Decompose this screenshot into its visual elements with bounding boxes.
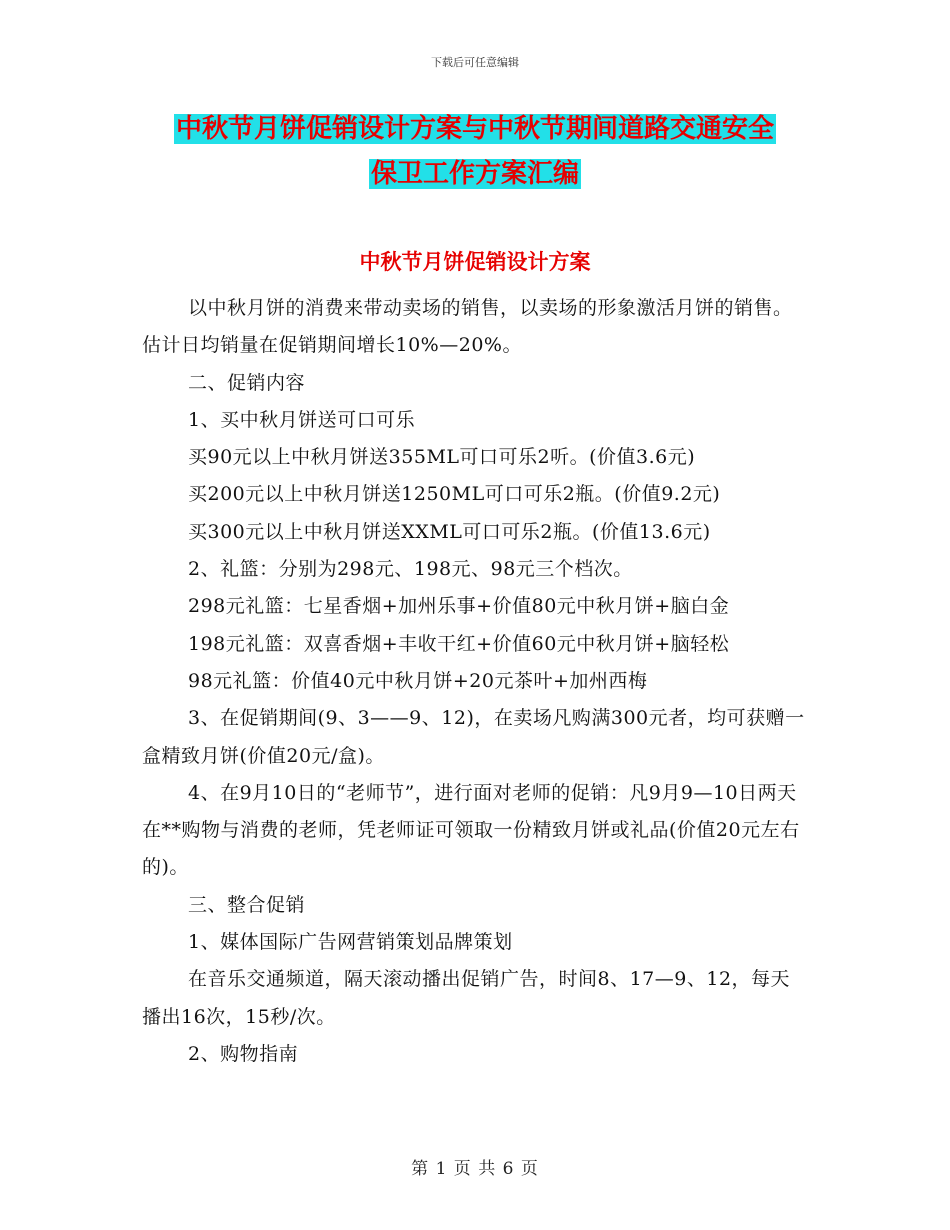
paragraph: 1、买中秋月饼送可口可乐	[188, 408, 416, 431]
header-note: 下载后可任意编辑	[431, 56, 519, 69]
paragraph: 以中秋月饼的消费来带动卖场的销售，以卖场的形象激活月饼的销售。估计日均销量在促销期间增长10%—20%。	[142, 297, 793, 357]
paragraph: 二、促销内容	[188, 371, 306, 394]
paragraph: 2、购物指南	[188, 1042, 299, 1065]
document-title-line-1	[0, 112, 950, 146]
paragraph: 1、媒体国际广告网营销策划品牌策划	[188, 931, 513, 954]
document-body	[142, 290, 808, 1073]
page-footer: 第 1 页 共 6 页	[411, 1159, 539, 1179]
paragraph: 2、礼篮：分别为298元、198元、98元三个档次。	[188, 558, 633, 581]
document-title-line-2	[0, 157, 950, 191]
paragraph: 买200元以上中秋月饼送1250ML可口可乐2瓶。(价值9.2元)	[188, 483, 721, 506]
paragraph: 3、在促销期间(9、3——9、12)，在卖场凡购满300元者，均可获赠一盒精致月饼(价值20元/盒)。	[142, 707, 805, 767]
document-title-text-2: 保卫工作方案汇编	[370, 159, 579, 189]
paragraph: 98元礼篮：价值40元中秋月饼+20元茶叶+加州西梅	[188, 669, 648, 692]
paragraph: 买300元以上中秋月饼送XXML可口可乐2瓶。(价值13.6元)	[188, 520, 711, 543]
paragraph: 4、在9月10日的“老师节”，进行面对老师的促销：凡9月9—10日两天在**购物与消费的老师，凭老师证可领取一份精致月饼或礼品(价值20元左右的)。	[142, 781, 800, 879]
paragraph: 三、整合促销	[188, 893, 306, 916]
paragraph: 在音乐交通频道，隔天滚动播出促销广告，时间8、17—9、12，每天播出16次，15秒/次。	[142, 968, 791, 1028]
document-title-text-1: 中秋节月饼促销设计方案与中秋节期间道路交通安全	[175, 114, 774, 144]
paragraph: 198元礼篮：双喜香烟+丰收干红+价值60元中秋月饼+脑轻松	[188, 632, 730, 655]
paragraph: 298元礼篮：七星香烟+加州乐事+价值80元中秋月饼+脑白金	[188, 595, 730, 618]
section-heading: 中秋节月饼促销设计方案	[359, 250, 591, 274]
paragraph: 买90元以上中秋月饼送355ML可口可乐2听。(价值3.6元)	[188, 446, 696, 469]
